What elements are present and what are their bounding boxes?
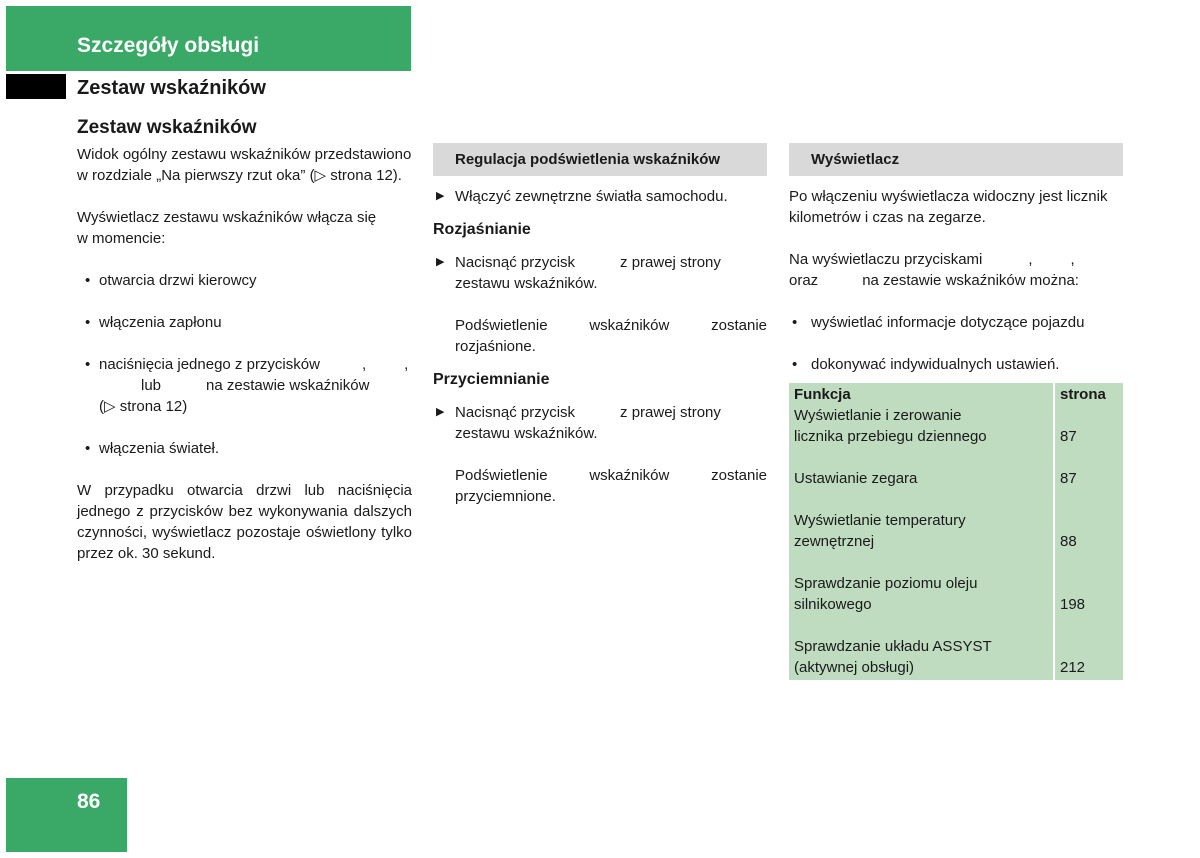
table-row bbox=[789, 468, 1123, 489]
separator-comma: , bbox=[404, 356, 409, 373]
list-item-text-cont: na zestawie wskaźników bbox=[206, 377, 370, 394]
intro-line-2: w rozdziale „Na pierwszy rzut oka” (▷ strona 12). bbox=[77, 167, 402, 184]
table-cell-function: Wyświetlanie i zerowanie licznika przebiegu dziennego bbox=[794, 407, 987, 445]
section-box-title: Wyświetlacz bbox=[789, 143, 1123, 176]
list-item-text: otwarcia drzwi kierowcy bbox=[99, 272, 257, 289]
paragraph: Po włączeniu wyświetlacza widoczny jest licznik kilometrów i czas na zegarze. bbox=[789, 188, 1108, 226]
column-middle bbox=[433, 143, 767, 507]
table-cell-page: 87 bbox=[1054, 468, 1123, 489]
table-row bbox=[789, 573, 1123, 615]
table-cell-page: 88 bbox=[1054, 510, 1123, 552]
display-intro-line-1: Wyświetlacz zestawu wskaźników włącza się bbox=[77, 209, 377, 226]
instruction-step bbox=[433, 402, 767, 444]
arrow-right-icon: ▶ bbox=[436, 256, 445, 268]
table-cell-function: Wyświetlanie temperatury zewnętrznej bbox=[794, 512, 966, 550]
list-item bbox=[77, 354, 412, 417]
paragraph-text-cont: na zestawie wskaźników można: bbox=[862, 272, 1079, 289]
step-text-cont: z prawej strony bbox=[620, 404, 721, 421]
bullet-icon: • bbox=[85, 356, 91, 373]
list-item-text: dokonywać indywidualnych ustawień. bbox=[811, 356, 1060, 373]
step-result: Podświetlenie wskaźników zostanie przyciemnione. bbox=[455, 467, 767, 505]
section-header bbox=[6, 6, 411, 71]
list-item bbox=[77, 270, 412, 291]
bullet-icon: • bbox=[85, 314, 91, 331]
table-cell-function: Sprawdzanie układu ASSYST (aktywnej obsługi) bbox=[794, 638, 992, 676]
table-cell-function: Ustawianie zegara bbox=[794, 470, 918, 487]
list-item bbox=[789, 354, 1123, 375]
section-box-title: Regulacja podświetlenia wskaźników bbox=[433, 143, 767, 176]
table-row bbox=[789, 510, 1123, 552]
table-header-function: Funkcja bbox=[794, 386, 851, 403]
page-reference: (▷ strona 12) bbox=[99, 398, 188, 415]
instruction-step bbox=[433, 252, 767, 294]
list-item-text: naciśnięcia jednego z przycisków bbox=[99, 356, 320, 373]
step-text: Włączyć zewnętrzne światła samochodu. bbox=[455, 188, 728, 205]
separator-comma: , bbox=[361, 356, 367, 373]
table-cell-page: 212 bbox=[1054, 636, 1123, 680]
function-table bbox=[789, 383, 1123, 680]
paragraph-text: Na wyświetlaczu przyciskami bbox=[789, 251, 983, 268]
page-subtitle: Zestaw wskaźników bbox=[77, 77, 266, 99]
instruction-step bbox=[433, 186, 767, 207]
table-cell-page: 87 bbox=[1054, 405, 1123, 447]
page-number: 86 bbox=[77, 790, 101, 813]
arrow-right-icon: ▶ bbox=[436, 406, 445, 418]
table-row bbox=[789, 636, 1123, 680]
column-right bbox=[789, 143, 1123, 680]
step-text-end: zestawu wskaźników. bbox=[455, 425, 598, 442]
step-text-cont: z prawej strony bbox=[620, 254, 721, 271]
page-number-box bbox=[6, 778, 127, 852]
separator-comma: , bbox=[1070, 251, 1075, 268]
step-text: Nacisnąć przycisk bbox=[455, 254, 576, 271]
list-item bbox=[77, 438, 412, 459]
bullet-icon: • bbox=[792, 356, 798, 373]
table-row bbox=[789, 405, 1123, 447]
list-item bbox=[77, 312, 412, 333]
list-item-text: wyświetlać informacje dotyczące pojazdu bbox=[811, 314, 1085, 331]
separator-comma: , bbox=[1028, 251, 1033, 268]
step-result: Podświetlenie wskaźników zostanie rozjaśnione. bbox=[455, 317, 767, 355]
column-heading: Zestaw wskaźników bbox=[77, 117, 257, 138]
section-marker-bar bbox=[6, 74, 66, 99]
intro-line-1: Widok ogólny zestawu wskaźników przedstawiono bbox=[77, 146, 412, 163]
arrow-right-icon: ▶ bbox=[436, 190, 445, 202]
bullet-icon: • bbox=[85, 440, 91, 457]
closing-paragraph: W przypadku otwarcia drzwi lub naciśnięcia jednego z przycisków bez wykonywania dalszych czynności, wyświetlacz pozostaje oświetlony tylko przez ok. 30 sekund. bbox=[77, 482, 412, 562]
step-text: Nacisnąć przycisk bbox=[455, 404, 576, 421]
section-title: Szczegóły obsługi bbox=[77, 34, 260, 57]
display-intro-line-2: w momencie: bbox=[77, 230, 166, 247]
bullet-icon: • bbox=[85, 272, 91, 289]
list-item-text-or: lub bbox=[141, 377, 162, 394]
subsection-heading: Rozjaśnianie bbox=[433, 221, 531, 238]
table-cell-function: Sprawdzanie poziomu oleju silnikowego bbox=[794, 575, 978, 613]
table-cell-page: 198 bbox=[1054, 573, 1123, 615]
list-item-text: włączenia zapłonu bbox=[99, 314, 222, 331]
list-item bbox=[789, 312, 1123, 333]
bullet-icon: • bbox=[792, 314, 798, 331]
step-text-end: zestawu wskaźników. bbox=[455, 275, 598, 292]
table-header-page: strona bbox=[1054, 383, 1123, 405]
column-left bbox=[77, 116, 412, 564]
list-item-text: włączenia świateł. bbox=[99, 440, 220, 457]
subsection-heading: Przyciemnianie bbox=[433, 371, 550, 388]
paragraph-text-and: oraz bbox=[789, 272, 819, 289]
paragraph bbox=[789, 249, 1123, 291]
